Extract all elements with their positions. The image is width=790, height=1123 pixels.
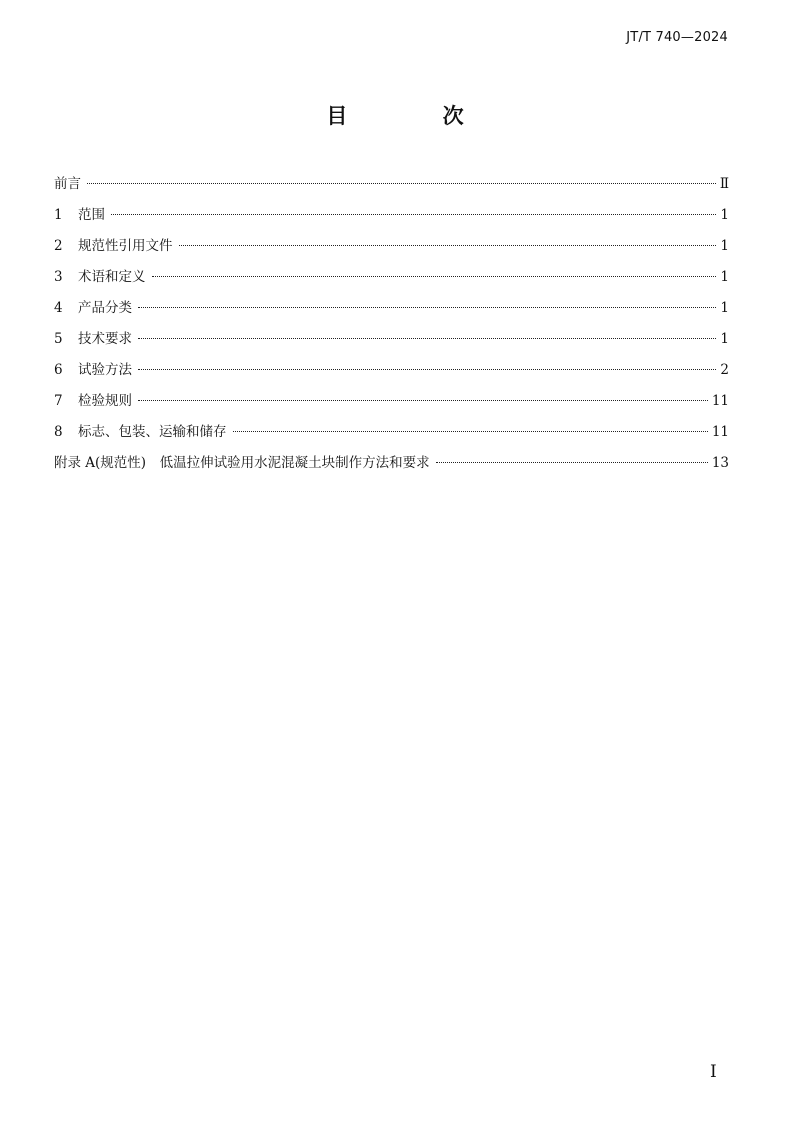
toc-entry-5[interactable] (54, 327, 729, 358)
toc-entry-page: 2 (720, 362, 729, 378)
toc-entry-page: 1 (720, 207, 729, 223)
toc-entry-page: 1 (720, 300, 729, 316)
dot-leader (138, 307, 716, 308)
toc-entry-3[interactable] (54, 265, 729, 296)
toc-entry-page: 1 (720, 331, 729, 347)
page-title: 目 次 (326, 104, 508, 128)
toc-entry-4[interactable] (54, 296, 729, 327)
toc-entry-1[interactable] (54, 203, 729, 234)
toc-entry-label: 附录 A(规范性) 低温拉伸试验用水泥混凝土块制作方法和要求 (54, 455, 430, 471)
document-code: JT/T 740—2024 (626, 30, 728, 45)
toc-entry-page: 11 (711, 424, 729, 440)
dot-leader (138, 369, 716, 370)
toc-entry-label: 术语和定义 (78, 269, 146, 285)
toc-entry-number: 2 (54, 238, 63, 254)
dot-leader (138, 400, 708, 401)
toc-entry-label: 范围 (78, 207, 105, 223)
dot-leader (111, 214, 716, 215)
toc-entry-label: 检验规则 (78, 393, 132, 409)
dot-leader (152, 276, 717, 277)
toc-entry-page: 13 (711, 455, 729, 471)
toc-entry-number: 7 (54, 393, 63, 409)
toc-entry-label: 前言 (54, 176, 81, 192)
toc-entry-label: 技术要求 (78, 331, 132, 347)
toc-entry-label: 标志、包装、运输和储存 (78, 424, 227, 440)
toc-entry-page: Ⅱ (719, 176, 729, 192)
toc-entry-appendix-a[interactable] (54, 451, 729, 482)
toc-entry-number: 5 (54, 331, 63, 347)
page-number: I (710, 1062, 717, 1082)
toc-entry-6[interactable] (54, 358, 729, 389)
toc-entry-page: 1 (720, 238, 729, 254)
dot-leader (179, 245, 717, 246)
dot-leader (138, 338, 716, 339)
table-of-contents (54, 172, 729, 482)
toc-entry-7[interactable] (54, 389, 729, 420)
toc-entry-label: 试验方法 (78, 362, 132, 378)
dot-leader (87, 183, 716, 184)
toc-entry-2[interactable] (54, 234, 729, 265)
toc-entry-label: 产品分类 (78, 300, 132, 316)
toc-entry-label: 规范性引用文件 (78, 238, 173, 254)
toc-entry-page: 11 (711, 393, 729, 409)
toc-entry-number: 4 (54, 300, 63, 316)
dot-leader (436, 462, 708, 463)
toc-entry-number: 6 (54, 362, 63, 378)
dot-leader (233, 431, 708, 432)
toc-entry-number: 8 (54, 424, 63, 440)
toc-entry-number: 3 (54, 269, 63, 285)
toc-entry-page: 1 (720, 269, 729, 285)
toc-entry-number: 1 (54, 207, 63, 223)
toc-entry-8[interactable] (54, 420, 729, 451)
toc-entry-foreword[interactable] (54, 172, 729, 203)
